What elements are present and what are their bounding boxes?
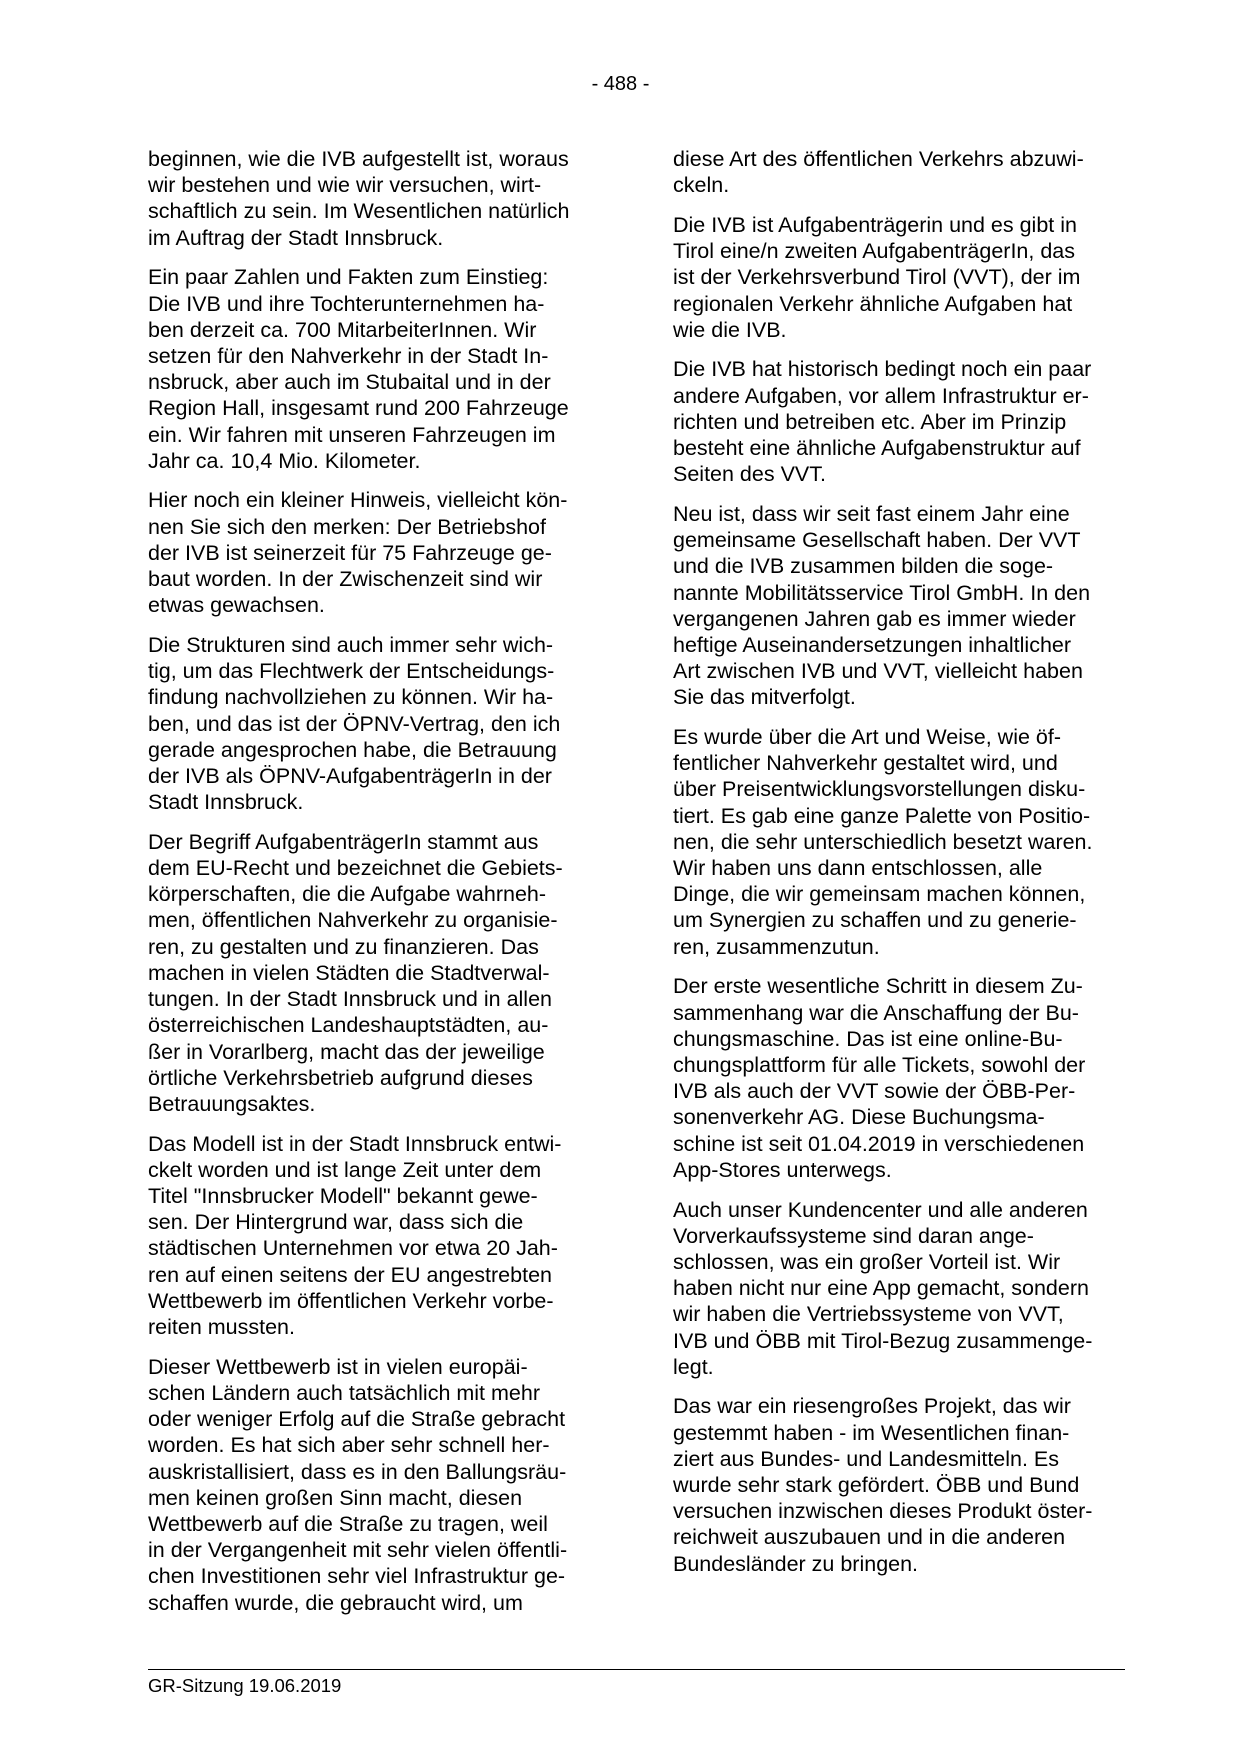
paragraph: diese Art des öffentlichen Verkehrs abzuwi- ckeln. (673, 147, 1084, 198)
paragraph: Die IVB hat historisch bedingt noch ein paar andere Aufgaben, vor allem Infrastruktur er- richten und betreiben etc. Aber im Prinzip besteht eine ähnliche Aufgabenstruktur auf Seiten des VVT. (673, 357, 1092, 487)
footer-divider (148, 1669, 1125, 1670)
right-column (673, 146, 1121, 1590)
paragraph: Neu ist, dass wir seit fast einem Jahr eine gemeinsame Gesellschaft haben. Der VVT und die IVB zusammen bilden die soge- nannte Mobilitätsservice Tirol GmbH. In den vergangenen Jahren gab es immer wieder heftige Auseinandersetzungen inhaltlicher Art zwischen IVB und VVT, vielleicht haben Sie das mitverfolgt. (673, 501, 1091, 710)
paragraph: Der Begriff AufgabenträgerIn stammt aus dem EU-Recht und bezeichnet die Gebiets- körperschaften, die die Aufgabe wahrneh- men, öffentlichen Nahverkehr zu organisie- ren, zu gestalten und zu finanzieren. Das machen in vielen Städten die Stadtverwal- tungen. In der Stadt Innsbruck und in allen österreichischen Landeshauptstädten, au- ßer in Vorarlberg, macht das der jeweilige örtliche Verkehrsbetrieb aufgrund dieses Betrauungsaktes. (148, 829, 563, 1116)
paragraph: Die Strukturen sind auch immer sehr wich- tig, um das Flechtwerk der Entscheidungs- findung nachvollziehen zu können. Wir ha- ben, und das ist der ÖPNV-Vertrag, den ich gerade angesprochen habe, die Betrauung der IVB als ÖPNV-AufgabenträgerIn in der Stadt Innsbruck. (148, 632, 561, 815)
page-number: - 488 - (591, 73, 650, 95)
paragraph: Dieser Wettbewerb ist in vielen europäi- schen Ländern auch tatsächlich mit mehr oder weniger Erfolg auf die Straße gebracht worden. Es hat sich aber sehr schnell her- auskristallisiert, dass es in den Ballungsräu- men keinen großen Sinn macht, diesen Wettbewerb auf die Straße zu tragen, weil in der Vergangenheit mit sehr vielen öffentli- chen Investitionen sehr viel Infrastruktur ge- schaffen wurde, die gebraucht wird, um (148, 1354, 568, 1615)
paragraph: Auch unser Kundencenter und alle anderen Vorverkaufssysteme sind daran ange- schlossen, was ein großer Vorteil ist. Wir haben nicht nur eine App gemacht, sondern wir haben die Vertriebssysteme von VVT, IVB und ÖBB mit Tirol-Bezug zusammenge- legt. (673, 1197, 1093, 1379)
paragraph: Das Modell ist in der Stadt Innsbruck entwi- ckelt worden und ist lange Zeit unter dem Titel "Innsbrucker Modell" bekannt gewe- sen. Der Hintergrund war, dass sich die städtischen Unternehmen vor etwa 20 Jah- ren auf einen seitens der EU angestrebten Wettbewerb im öffentlichen Verkehr vorbe- reiten mussten. (148, 1131, 562, 1340)
paragraph: Ein paar Zahlen und Fakten zum Einstieg: Die IVB und ihre Tochterunternehmen ha- ben derzeit ca. 700 MitarbeiterInnen. Wir setzen für den Nahverkehr in der Stadt In- nsbruck, aber auch im Stubaital und in der Region Hall, insgesamt rund 200 Fahrzeuge ein. Wir fahren mit unseren Fahrzeugen im Jahr ca. 10,4 Mio. Kilometer. (148, 265, 569, 473)
paragraph: Der erste wesentliche Schritt in diesem Zu- sammenhang war die Anschaffung der Bu- chungsmaschine. Das ist eine online-Bu- chungsplattform für alle Tickets, sowohl der IVB als auch der VVT sowie der ÖBB-Per- sonenverkehr AG. Diese Buchungsma- schine ist seit 01.04.2019 in verschiedenen App-Stores unterwegs. (673, 974, 1086, 1182)
footer-text: GR-Sitzung 19.06.2019 (148, 1675, 342, 1696)
left-column (148, 146, 596, 1629)
paragraph: Die IVB ist Aufgabenträgerin und es gibt in Tirol eine/n zweiten AufgabenträgerIn, das ist der Verkehrsverbund Tirol (VVT), der im regionalen Verkehr ähnliche Aufgaben hat wie die IVB. (673, 212, 1081, 342)
paragraph: beginnen, wie die IVB aufgestellt ist, woraus wir bestehen und wie wir versuchen, wirt- schaftlich zu sein. Im Wesentlichen natürlich im Auftrag der Stadt Innsbruck. (148, 147, 570, 250)
paragraph: Das war ein riesengroßes Projekt, das wir gestemmt haben - im Wesentlichen finan- ziert aus Bundes- und Landesmitteln. Es wurde sehr stark gefördert. ÖBB und Bund versuchen inzwischen dieses Produkt öster- reichweit auszubauen und in die anderen Bundesländer zu bringen. (673, 1394, 1093, 1576)
paragraph: Hier noch ein kleiner Hinweis, vielleicht kön- nen Sie sich den merken: Der Betriebshof der IVB ist seinerzeit für 75 Fahrzeuge ge- baut worden. In der Zwischenzeit sind wir etwas gewachsen. (148, 488, 568, 618)
paragraph: Es wurde über die Art und Weise, wie öf- fentlicher Nahverkehr gestaltet wird, und über Preisentwicklungsvorstellungen disku- tiert. Es gab eine ganze Palette von Positio- nen, die sehr unterschiedlich besetzt waren. Wir haben uns dann entschlossen, alle Dinge, die wir gemeinsam machen können, um Synergien zu schaffen und zu generie- ren, zusammenzutun. (673, 725, 1093, 959)
